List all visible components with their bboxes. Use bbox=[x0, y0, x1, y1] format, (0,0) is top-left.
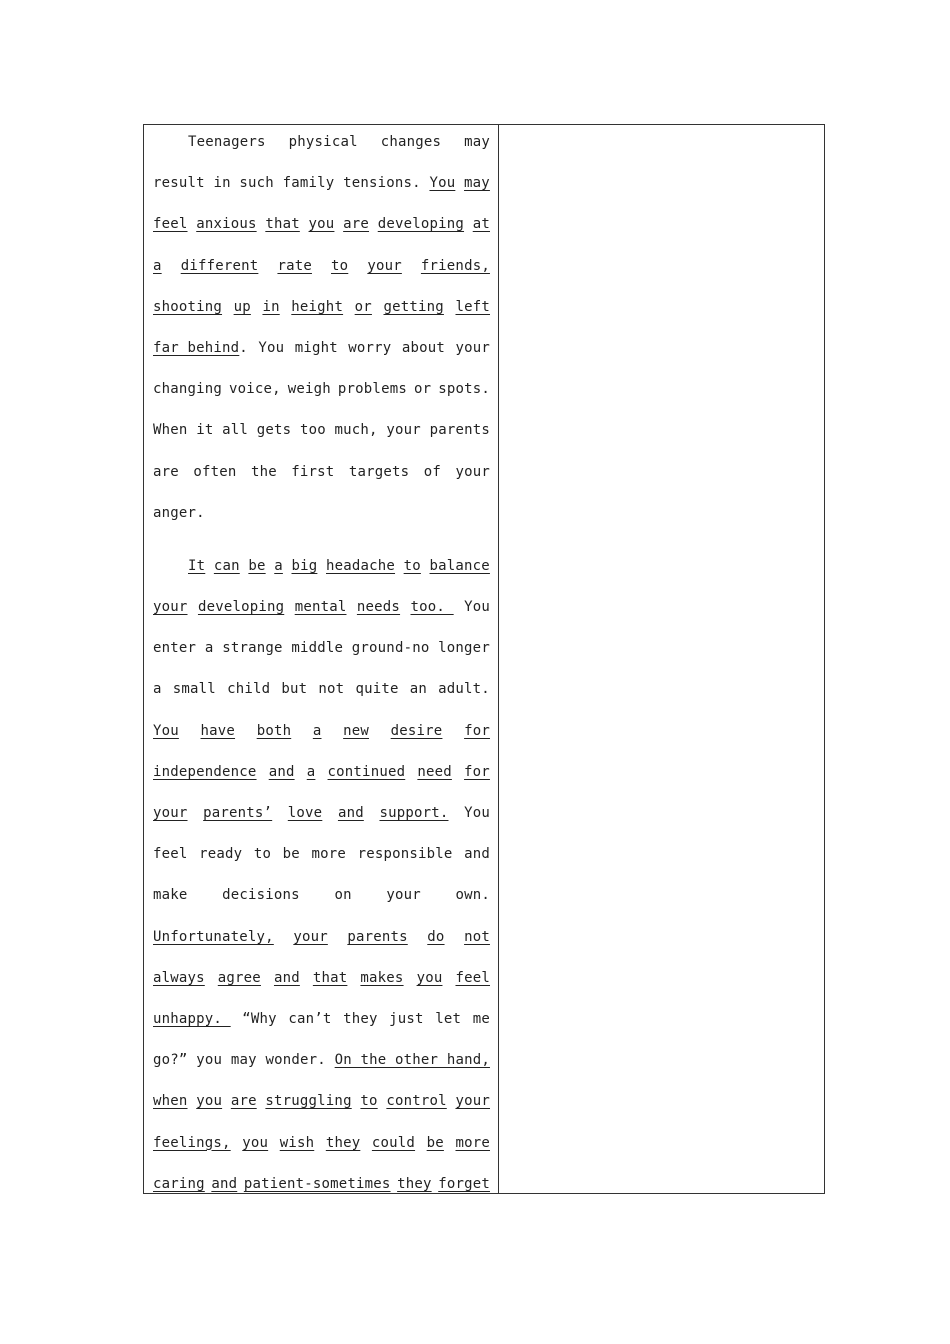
word: may bbox=[464, 134, 490, 150]
word: own. bbox=[455, 887, 490, 904]
word: you bbox=[196, 1093, 223, 1110]
word: You bbox=[153, 722, 179, 739]
word: not bbox=[318, 681, 345, 698]
word: desire bbox=[390, 722, 443, 739]
word: and bbox=[273, 969, 300, 986]
word: child bbox=[227, 681, 271, 698]
word: far behind. bbox=[153, 339, 248, 356]
word: height bbox=[291, 298, 344, 315]
text-line bbox=[153, 880, 490, 921]
word: you bbox=[242, 1134, 269, 1151]
word: can bbox=[213, 557, 240, 574]
word: You bbox=[464, 599, 490, 616]
word: be bbox=[282, 846, 300, 863]
word: patient-sometimes bbox=[243, 1175, 391, 1192]
text-line bbox=[153, 716, 490, 757]
word: and bbox=[268, 763, 295, 780]
word: make bbox=[153, 887, 188, 904]
word: feel bbox=[455, 969, 490, 986]
word: decisions bbox=[222, 887, 300, 904]
text-line bbox=[153, 963, 490, 1004]
word: forget bbox=[438, 1175, 490, 1192]
word: that bbox=[265, 216, 300, 233]
word: targets bbox=[348, 463, 410, 480]
text-line bbox=[153, 922, 490, 963]
word: are bbox=[230, 1093, 257, 1110]
word: in bbox=[262, 298, 280, 315]
word: tensions. bbox=[343, 175, 421, 192]
word: to bbox=[331, 257, 349, 274]
text-line bbox=[153, 374, 490, 415]
word: to bbox=[403, 557, 421, 574]
word: for bbox=[464, 722, 490, 739]
reading-passage-cell bbox=[144, 125, 499, 1193]
word: can’t bbox=[288, 1010, 332, 1027]
word: friends, bbox=[420, 257, 490, 274]
word: left bbox=[455, 298, 490, 315]
word: agree bbox=[217, 969, 261, 986]
word: your bbox=[455, 339, 490, 356]
word: caring bbox=[153, 1175, 205, 1192]
word: anger. bbox=[153, 504, 205, 521]
word: both bbox=[256, 722, 292, 739]
word: and bbox=[464, 846, 490, 863]
text-line bbox=[153, 127, 490, 168]
word: spots. bbox=[438, 381, 490, 398]
word: may bbox=[230, 1052, 257, 1069]
word: longer bbox=[438, 640, 490, 657]
word: you bbox=[308, 216, 335, 233]
text-line bbox=[153, 1004, 490, 1045]
word: me bbox=[472, 1010, 490, 1027]
word: wonder. bbox=[265, 1052, 326, 1069]
word: when bbox=[153, 1093, 188, 1110]
word: of bbox=[423, 463, 442, 480]
text-line bbox=[153, 798, 490, 839]
paragraph-2 bbox=[153, 551, 490, 1193]
word: and bbox=[337, 805, 364, 821]
word: you bbox=[196, 1052, 223, 1069]
text-line bbox=[153, 633, 490, 674]
word: different bbox=[180, 257, 259, 274]
word: adult. bbox=[438, 681, 490, 698]
word: big bbox=[291, 557, 318, 574]
word: too. bbox=[410, 599, 454, 616]
word: such bbox=[239, 175, 274, 192]
word: a bbox=[153, 257, 162, 274]
empty-notes-cell bbox=[499, 125, 824, 1193]
document-table bbox=[143, 124, 825, 1194]
word: changing bbox=[153, 381, 223, 398]
word: family bbox=[282, 175, 335, 192]
word: have bbox=[200, 722, 236, 739]
text-line bbox=[153, 1128, 490, 1169]
word: responsible bbox=[357, 846, 453, 863]
word: or bbox=[354, 298, 372, 315]
text-line bbox=[153, 168, 490, 209]
word: do bbox=[427, 928, 445, 945]
word: ground-no bbox=[351, 640, 430, 657]
text-line bbox=[153, 839, 490, 880]
word: You bbox=[258, 339, 285, 356]
word: your bbox=[455, 1093, 490, 1110]
text-line bbox=[153, 251, 490, 292]
word: strange bbox=[222, 640, 283, 657]
word: could bbox=[371, 1134, 416, 1151]
text-line bbox=[153, 333, 490, 374]
word: your bbox=[386, 887, 421, 904]
word: voice, bbox=[229, 381, 281, 398]
word: an bbox=[409, 681, 427, 698]
word: on bbox=[334, 887, 352, 904]
word: shooting bbox=[153, 298, 223, 315]
word: the bbox=[250, 463, 277, 480]
word: When bbox=[153, 422, 188, 439]
word: You bbox=[429, 175, 456, 192]
word: just bbox=[389, 1010, 424, 1027]
word: developing bbox=[377, 216, 465, 233]
word: too bbox=[299, 422, 326, 439]
word: parents’ bbox=[203, 805, 273, 821]
word: middle bbox=[291, 640, 344, 657]
word: result bbox=[153, 175, 205, 192]
text-line bbox=[153, 1045, 490, 1086]
word: parents bbox=[347, 928, 408, 945]
word: gets bbox=[256, 422, 292, 439]
word: at bbox=[472, 216, 490, 233]
word: first bbox=[291, 463, 335, 480]
word: independence bbox=[153, 763, 257, 780]
word: control bbox=[386, 1093, 447, 1110]
word: a bbox=[312, 722, 322, 739]
word: and bbox=[211, 1175, 238, 1192]
word: feel bbox=[153, 846, 188, 863]
word: your bbox=[367, 257, 402, 274]
word: might bbox=[294, 339, 338, 356]
word: unhappy. bbox=[153, 1010, 231, 1027]
text-line bbox=[153, 757, 490, 798]
text-line bbox=[153, 1086, 490, 1127]
word: ready bbox=[199, 846, 243, 863]
word: for bbox=[464, 763, 490, 780]
text-line bbox=[153, 1169, 490, 1193]
word: to bbox=[360, 1093, 378, 1110]
word: new bbox=[343, 722, 370, 739]
text-line bbox=[153, 457, 490, 498]
word: or bbox=[413, 381, 432, 398]
text-line bbox=[153, 498, 490, 539]
word: they bbox=[343, 1010, 378, 1027]
word: On the other hand, bbox=[334, 1052, 490, 1069]
word: you bbox=[416, 969, 443, 986]
word: to bbox=[253, 846, 272, 863]
word: it bbox=[196, 422, 214, 439]
word: Teenagers bbox=[188, 134, 266, 150]
word: feelings, bbox=[153, 1134, 231, 1151]
word: about bbox=[401, 339, 446, 356]
word: are bbox=[343, 216, 370, 233]
text-line bbox=[153, 551, 490, 592]
word: go?” bbox=[153, 1052, 188, 1069]
word: enter bbox=[153, 640, 197, 657]
word: rate bbox=[277, 257, 312, 274]
word: may bbox=[464, 175, 490, 192]
word: Unfortunately, bbox=[153, 928, 274, 945]
word: not bbox=[464, 928, 490, 945]
word: in bbox=[213, 175, 231, 192]
word: problems bbox=[337, 381, 407, 398]
word: anxious bbox=[196, 216, 257, 233]
word: small bbox=[172, 681, 216, 698]
text-line bbox=[153, 674, 490, 715]
word: be bbox=[248, 557, 266, 574]
word: your bbox=[293, 928, 328, 945]
word: that bbox=[312, 969, 348, 986]
word: feel bbox=[153, 216, 188, 233]
word: changes bbox=[380, 134, 442, 150]
text-line bbox=[153, 415, 490, 456]
word: they bbox=[397, 1175, 432, 1192]
word: love bbox=[287, 805, 323, 821]
word: more bbox=[455, 1134, 490, 1151]
word: physical bbox=[288, 134, 358, 150]
word: weigh bbox=[287, 381, 331, 398]
word: a bbox=[274, 557, 283, 574]
word: are bbox=[153, 463, 179, 480]
word: your bbox=[153, 805, 188, 821]
word: quite bbox=[355, 681, 399, 698]
word: headache bbox=[326, 557, 396, 574]
word: mental bbox=[294, 599, 347, 616]
word: always bbox=[153, 969, 205, 986]
text-line bbox=[153, 292, 490, 333]
word: let bbox=[435, 1010, 462, 1027]
word: all bbox=[222, 422, 249, 439]
word: worry bbox=[348, 339, 392, 356]
word: a bbox=[306, 763, 316, 780]
word: your bbox=[455, 463, 490, 480]
word: up bbox=[233, 298, 251, 315]
word: your bbox=[153, 599, 188, 616]
word: support. bbox=[379, 805, 449, 821]
word: parents bbox=[429, 422, 490, 439]
word: getting bbox=[383, 298, 444, 315]
word: struggling bbox=[265, 1093, 352, 1110]
paragraph-1 bbox=[153, 127, 490, 539]
word: much, bbox=[334, 422, 378, 439]
word: needs bbox=[356, 599, 401, 616]
text-line bbox=[153, 209, 490, 250]
word: You bbox=[464, 805, 490, 821]
word: your bbox=[386, 422, 421, 439]
word: a bbox=[153, 681, 162, 698]
word: be bbox=[426, 1134, 444, 1151]
word: developing bbox=[197, 599, 285, 616]
word: a bbox=[204, 640, 214, 657]
word: wish bbox=[279, 1134, 315, 1151]
word: need bbox=[417, 763, 452, 780]
word: “Why bbox=[242, 1010, 277, 1027]
word: continued bbox=[327, 763, 406, 780]
word: but bbox=[281, 681, 308, 698]
word: they bbox=[325, 1134, 361, 1151]
word: makes bbox=[360, 969, 404, 986]
word: balance bbox=[429, 557, 490, 574]
word: It bbox=[188, 557, 206, 574]
text-line bbox=[153, 592, 490, 633]
word: often bbox=[193, 463, 237, 480]
word: more bbox=[311, 846, 347, 863]
